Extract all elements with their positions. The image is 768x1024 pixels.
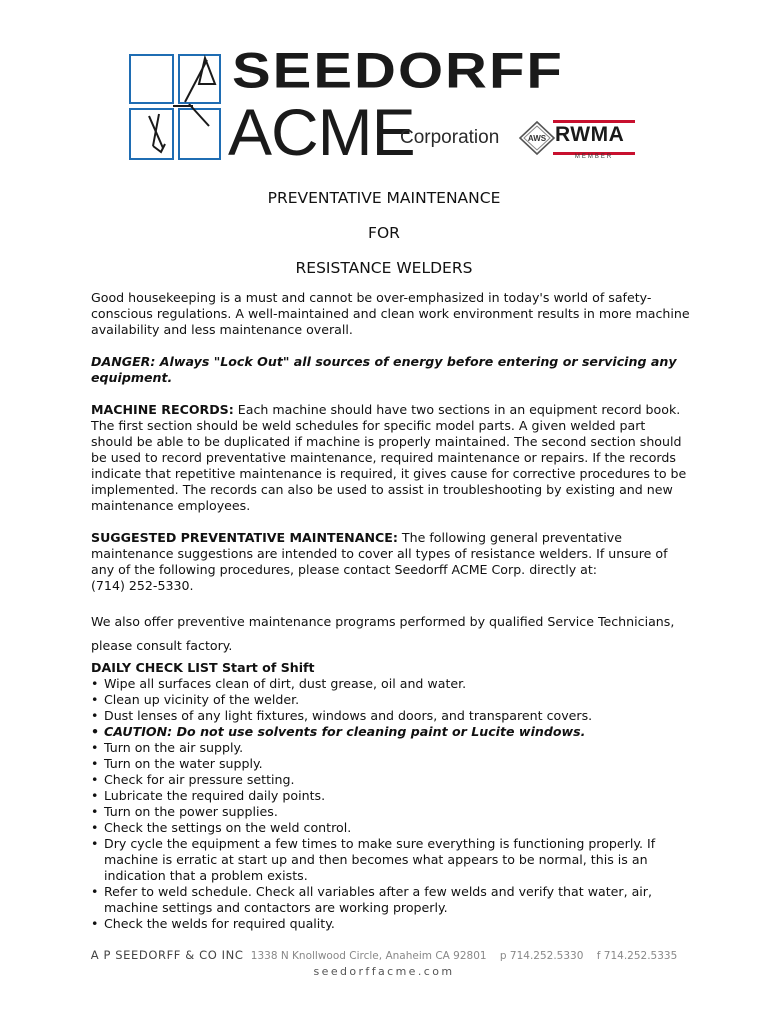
bullet-icon: • xyxy=(91,724,100,739)
checklist-item-text: Dry cycle the equipment a few times to make sure everything is functioning properly. If machine is erratic at start up and then becomes what appears to be normal, this is an indication that a problem exists. xyxy=(104,836,656,883)
suggested-maintenance-text: The following general preventative maintenance suggestions are intended to cover all types of resistance welders. If unsure of any of the following procedures, please contact Seedorff ACME Corp. directly at: xyxy=(91,530,668,577)
checklist-item-text: Lubricate the required daily points. xyxy=(104,788,326,803)
bullet-icon: • xyxy=(91,804,99,819)
checklist-heading: DAILY CHECK LIST Start of Shift xyxy=(91,660,315,675)
aws-logo-icon xyxy=(518,120,556,156)
danger-warning: DANGER: Always "Lock Out" all sources of energy before entering or servicing any equipment. xyxy=(91,354,677,385)
doc-title-line1: PREVENTATIVE MAINTENANCE xyxy=(267,189,501,207)
checklist-item-text: Wipe all surfaces clean of dirt, dust grease, oil and water. xyxy=(104,676,467,691)
intro-paragraph: Good housekeeping is a must and cannot be over-emphasized in today's world of safety-conscious regulations. A well-maintained and clean work environment results in more machine availability and less maintenance overall. xyxy=(91,290,690,337)
checklist-item xyxy=(91,692,691,708)
brand-name-bottom: ACME xyxy=(228,95,415,169)
rwma-text: RWMA xyxy=(555,123,625,146)
checklist-item xyxy=(91,676,691,692)
checklist-item-text: Turn on the power supplies. xyxy=(104,804,278,819)
bullet-icon: • xyxy=(91,820,99,835)
checklist-item xyxy=(91,756,691,772)
checklist-item xyxy=(91,708,691,724)
bullet-icon: • xyxy=(91,740,99,755)
offer-paragraph xyxy=(91,610,691,658)
bullet-icon: • xyxy=(91,756,99,771)
machine-records-text: Each machine should have two sections in an equipment record book. The first section should be weld schedules for specific model parts. A given welded part should be able to be duplicated if machine is properly maintained. The second section should be used to record preventative maintenance, required maintenance or repairs. If the records indicate that repetitive maintenance is required, it gives cause for corrective procedures to be implemented. The records can also be used to assist in troubleshooting by existing and new maintenance employees. xyxy=(91,402,687,513)
bullet-icon: • xyxy=(91,836,99,851)
checklist-item xyxy=(91,804,691,820)
checklist-item xyxy=(91,724,691,740)
machine-records-label: MACHINE RECORDS: xyxy=(91,402,234,417)
checklist-item-text: Refer to weld schedule. Check all variables after a few welds and verify that water, air, machine settings and contactors are working properly. xyxy=(104,884,652,915)
suggested-maintenance-paragraph xyxy=(91,530,691,594)
checklist-item-text: Check for air pressure setting. xyxy=(104,772,295,787)
document-body xyxy=(91,290,691,932)
rwma-member: MEMBER xyxy=(574,154,614,160)
contact-phone: (714) 252-5330. xyxy=(91,578,194,593)
bullet-icon: • xyxy=(91,676,99,691)
brand-corporation: Corporation xyxy=(400,127,500,148)
bullet-icon: • xyxy=(91,772,99,787)
checklist-item xyxy=(91,820,691,836)
bullet-icon: • xyxy=(91,916,99,931)
rwma-logo xyxy=(553,122,635,155)
checklist-item-text: Turn on the water supply. xyxy=(104,756,263,771)
aws-label: AWS xyxy=(527,134,547,143)
bullet-icon: • xyxy=(91,884,99,899)
bullet-icon: • xyxy=(91,708,99,723)
checklist-item-text: Check the welds for required quality. xyxy=(104,916,335,931)
footer-contact xyxy=(0,947,768,964)
checklist-item-text: Check the settings on the weld control. xyxy=(104,820,352,835)
footer-website: seedorffacme.com xyxy=(313,965,455,978)
checklist-item-text: Dust lenses of any light fixtures, windows and doors, and transparent covers. xyxy=(104,708,593,723)
seedorff-logo-icon xyxy=(129,54,221,160)
suggested-maintenance-label: SUGGESTED PREVENTATIVE MAINTENANCE: xyxy=(91,530,398,545)
checklist-item xyxy=(91,788,691,804)
bullet-icon: • xyxy=(91,692,99,707)
doc-title-line2: FOR xyxy=(368,224,400,242)
doc-title-line3: RESISTANCE WELDERS xyxy=(295,259,473,277)
checklist-item xyxy=(91,836,691,884)
checklist-item-text: Clean up vicinity of the welder. xyxy=(104,692,300,707)
footer-phone: p 714.252.5330 xyxy=(499,950,584,962)
checklist-item xyxy=(91,772,691,788)
machine-records-paragraph xyxy=(91,402,691,514)
bullet-icon: • xyxy=(91,788,99,803)
brand-name-top: SEEDORFF xyxy=(232,42,564,99)
checklist-item xyxy=(91,884,691,916)
checklist-item-text: Turn on the air supply. xyxy=(104,740,244,755)
offer-line2: please consult factory. xyxy=(91,638,233,653)
footer-company: A P SEEDORFF & CO INC xyxy=(90,948,244,962)
checklist-item xyxy=(91,740,691,756)
offer-line1: We also offer preventive maintenance programs performed by qualified Service Technicians, xyxy=(91,614,675,629)
footer-address: 1338 N Knollwood Circle, Anaheim CA 92801 xyxy=(250,950,487,962)
footer-fax: f 714.252.5335 xyxy=(596,950,678,962)
daily-checklist xyxy=(91,676,691,932)
checklist-item-text: CAUTION: Do not use solvents for cleaning paint or Lucite windows. xyxy=(104,724,586,739)
letterhead xyxy=(0,0,768,175)
checklist-item xyxy=(91,916,691,932)
